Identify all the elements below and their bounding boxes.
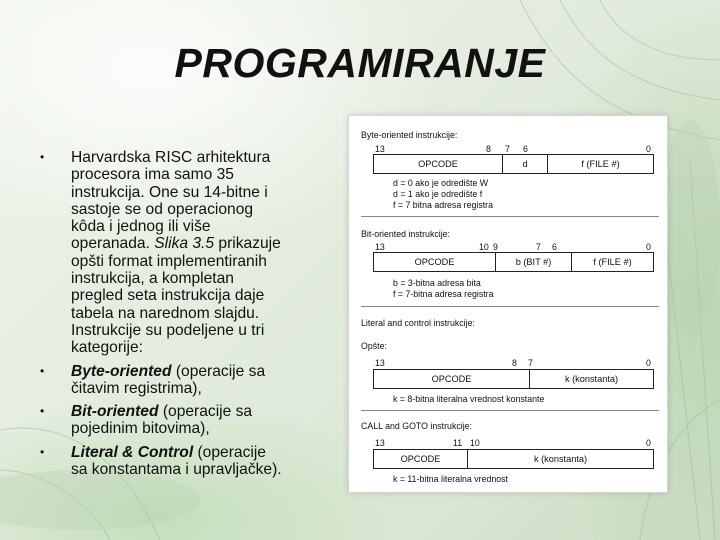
literal-note: k = 8-bitna literalna vrednost konstante — [393, 394, 545, 404]
file-field: f (FILE #) — [581, 159, 620, 169]
intro-line-12: kategorije: — [71, 339, 143, 357]
bit-number: 11 — [453, 438, 463, 448]
bullet-dot-icon: • — [40, 404, 45, 419]
bit-number: 13 — [375, 144, 385, 154]
byte-note: d = 0 ako je odredište W — [393, 178, 489, 188]
bit-number: 13 — [375, 438, 385, 448]
intro-line-10: tabela na narednom slajdu. — [71, 304, 260, 322]
bit-number: 7 — [505, 144, 510, 154]
bit-section-title: Bit-oriented instrukcije: — [361, 229, 450, 239]
intro-line-4: sastoje se od operacionog — [71, 200, 254, 218]
section-divider — [361, 306, 659, 307]
opcode-field: OPCODE — [418, 159, 458, 169]
section-divider — [361, 410, 659, 411]
bit-number: 7 — [536, 242, 541, 252]
intro-line-11: Instrukcije su podeljene u tri — [71, 321, 265, 339]
bullet-term: Bit-oriented — [71, 403, 159, 421]
intro-line-5: kôda i jednog ili više — [71, 218, 211, 236]
intro-line-9: pregled seta instrukcija daje — [71, 287, 265, 305]
bullet-item-intro — [40, 149, 320, 357]
slide-title: PROGRAMIRANJE — [174, 40, 546, 86]
instruction-format-figure — [348, 115, 668, 493]
opcode-field: OPCODE — [400, 454, 441, 464]
opcode-field: OPCODE — [414, 257, 455, 267]
bit-number: 10 — [479, 242, 489, 252]
bullet-item-bit-oriented — [40, 403, 320, 438]
literal-section-title: Literal and control instrukcije: — [361, 318, 475, 328]
bit-number: 13 — [375, 358, 385, 368]
intro-line-1: Harvardska RISC arhitektura — [71, 149, 271, 166]
bit-number: 10 — [470, 438, 480, 448]
d-field: d — [522, 159, 528, 169]
literal-format-box — [373, 369, 654, 389]
bit-number: 0 — [646, 242, 651, 252]
intro-line-2: procesora ima samo 35 — [71, 166, 234, 184]
bit-note: b = 3-bitna adresa bita — [393, 278, 481, 288]
byte-note: f = 7 bitna adresa registra — [393, 200, 494, 210]
bit-number: 0 — [646, 358, 651, 368]
bullet-desc-1: (operacije sa — [158, 403, 253, 421]
opcode-field: OPCODE — [431, 374, 472, 384]
bullet-dot-icon: • — [40, 363, 45, 378]
call-note: k = 11-bitna literalna vrednost — [393, 474, 508, 484]
bit-number: 6 — [552, 242, 557, 252]
bullet-term: Byte-oriented — [71, 362, 172, 380]
bit-field: b (BIT #) — [515, 257, 552, 267]
byte-format-box — [373, 154, 654, 174]
general-subtitle: Opšte: — [361, 341, 387, 351]
constant-field: k (konstanta) — [564, 374, 619, 384]
bit-number: 9 — [493, 242, 498, 252]
bit-note: f = 7-bitna adresa registra — [393, 289, 494, 299]
intro-line-3: instrukcija. One su 14-bitne i — [71, 183, 268, 201]
bullet-desc-2: čitavim registrima), — [71, 379, 202, 397]
bit-number: 7 — [528, 358, 533, 368]
bit-format-box — [373, 252, 654, 272]
intro-line-6-post: prikazuje — [214, 235, 281, 253]
bit-number: 8 — [512, 358, 517, 368]
section-divider — [361, 216, 659, 217]
figure-reference: Slika 3.5 — [154, 235, 215, 253]
bullet-term: Literal & Control — [71, 443, 194, 461]
bullet-desc-1: (operacije — [193, 443, 266, 461]
intro-line-7: opšti format implementiranih — [71, 252, 267, 270]
bit-number: 6 — [523, 144, 528, 154]
bullet-desc-1: (operacije sa — [171, 362, 266, 380]
call-format-box — [373, 449, 654, 469]
intro-line-6-pre: operanada. — [71, 235, 155, 253]
bullet-dot-icon: • — [40, 444, 45, 459]
file-field: f (FILE #) — [593, 257, 632, 267]
bullet-item-byte-oriented — [40, 363, 320, 398]
bullet-dot-icon: • — [40, 150, 45, 164]
call-section-title: CALL and GOTO instrukcije: — [361, 421, 472, 431]
byte-note: d = 1 ako je odredište f — [393, 189, 483, 199]
bit-number: 0 — [646, 438, 651, 448]
bullet-item-literal-control — [40, 444, 320, 479]
bullet-list — [40, 149, 320, 478]
intro-line-8: instrukcija, a kompletan — [71, 270, 234, 288]
constant-field: k (konstanta) — [533, 454, 588, 464]
byte-section-title: Byte-oriented instrukcije: — [361, 130, 458, 140]
bit-number: 8 — [486, 144, 491, 154]
bit-number: 0 — [646, 144, 651, 154]
bit-number: 13 — [375, 242, 385, 252]
bullet-desc-2: pojedinim bitovima), — [71, 420, 210, 438]
bullet-desc-2: sa konstantama i upravljačke). — [71, 461, 282, 479]
